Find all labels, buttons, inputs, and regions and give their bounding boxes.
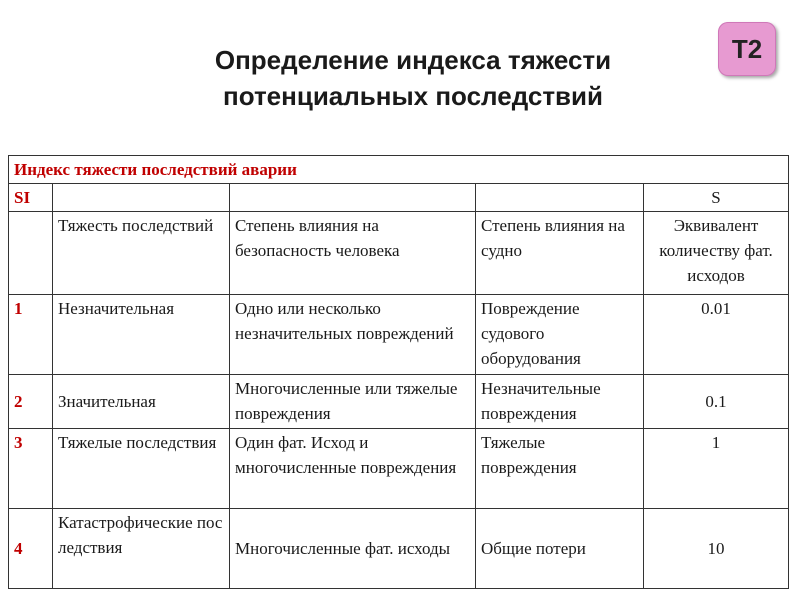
slide-title [0,42,800,114]
s-label: S [644,184,789,212]
row-severity: Тяжелые последствия [53,429,230,509]
title-line-2: потенциальных последствий [223,81,603,111]
row-ship: Повреждение судового оборудования [476,295,644,375]
row-human: Многочисленные или тяжелые повреждения [230,375,476,429]
si-empty-cell [53,184,230,212]
si-empty-cell [230,184,476,212]
row-index: 2 [9,375,53,429]
table-row [9,509,789,589]
title-line-1: Определение индекса тяжести [214,45,612,75]
si-label: SI [9,184,53,212]
row-index: 1 [9,295,53,375]
row-ship: Тяжелые повреждения [476,429,644,509]
row-ship: Незначительные повреждения [476,375,644,429]
table-row [9,429,789,509]
table-row [9,295,789,375]
row-ship: Общие потери [476,509,644,589]
row-severity: Незначительная [53,295,230,375]
row-equivalent: 1 [644,429,789,509]
header-severity: Тяжесть последствий [53,212,230,295]
table-caption: Индекс тяжести последствий аварии [9,156,789,184]
row-human: Один фат. Исход и многочисленные повреждения [230,429,476,509]
header-human: Степень влияния на безопасность человека [230,212,476,295]
row-severity: Катастрофические последствия [53,509,230,589]
row-human: Многочисленные фат. исходы [230,509,476,589]
table-row [9,375,789,429]
si-row [9,184,789,212]
row-severity: Значительная [53,375,230,429]
row-equivalent: 0.01 [644,295,789,375]
slide-badge: T2 [718,22,776,76]
header-row [9,212,789,295]
row-index: 4 [9,509,53,589]
row-human: Одно или несколько незначительных повреждений [230,295,476,375]
row-index: 3 [9,429,53,509]
header-ship: Степень влияния на судно [476,212,644,295]
row-equivalent: 0.1 [644,375,789,429]
severity-index-table [8,155,789,589]
header-equivalent: Эквивалент количеству фат. исходов [644,212,789,295]
si-empty-cell [476,184,644,212]
table-caption-row [9,156,789,184]
header-empty-cell [9,212,53,295]
row-equivalent: 10 [644,509,789,589]
